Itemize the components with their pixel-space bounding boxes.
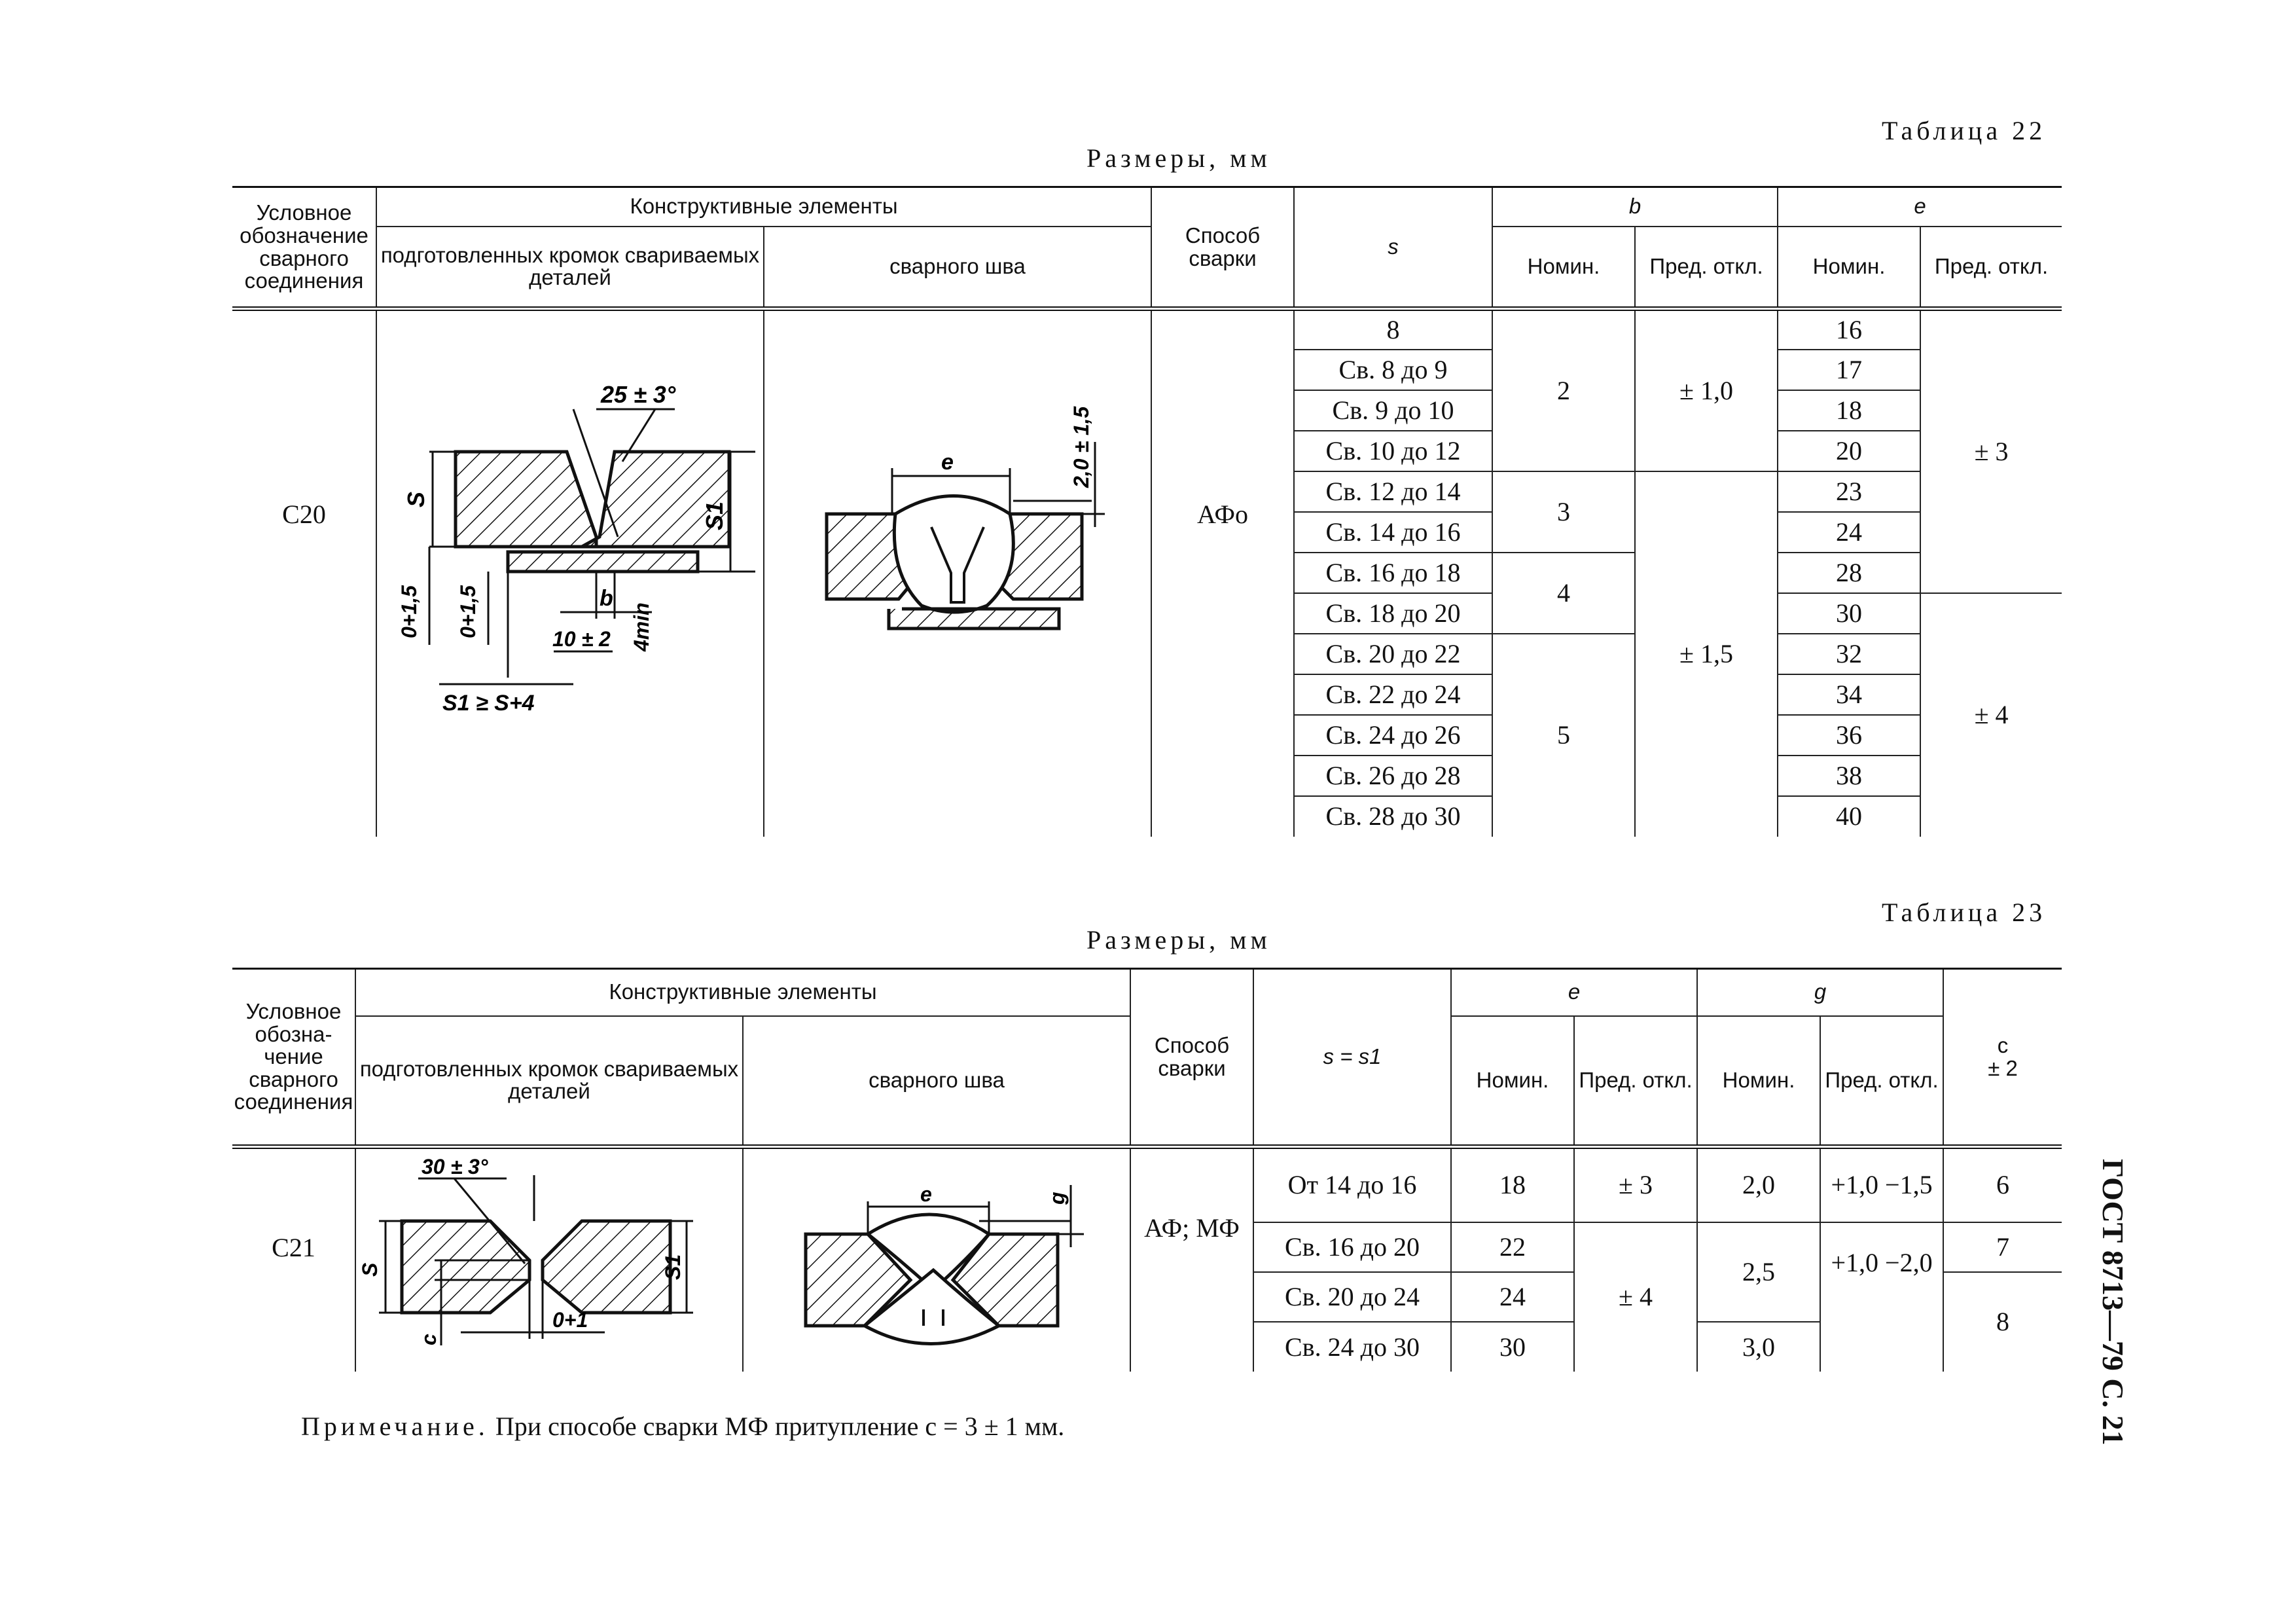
header-prepared: подготовленных кромок свариваемых деталей (376, 227, 764, 309)
e-nomin-12: 38 (1778, 756, 1920, 796)
table-23 (232, 968, 2062, 1372)
s23-row-4: Св. 24 до 30 (1253, 1322, 1451, 1372)
table23-sizes-label: Размеры, мм (1086, 925, 1271, 955)
e-tol-1: ± 3 (1920, 309, 2062, 593)
e-label: e (941, 450, 954, 475)
header-c-23 (1943, 969, 2062, 1147)
s-row-10: Св. 22 до 24 (1294, 674, 1492, 715)
g23-tol-1: +1,0 −1,5 (1820, 1147, 1943, 1222)
header-weld-23: сварного шва (743, 1016, 1130, 1147)
s23-row-2: Св. 16 до 20 (1253, 1222, 1451, 1272)
header-b-nomin: Номин. (1492, 227, 1635, 309)
s1-relation-label: S1 ≥ S+4 (442, 691, 535, 716)
designation-c21: С21 (232, 1147, 355, 1372)
drawing-prepared-edges (376, 309, 764, 837)
e-nomin-9: 32 (1778, 634, 1920, 674)
e-nomin-2: 17 (1778, 350, 1920, 390)
s23-row-3: Св. 20 до 24 (1253, 1272, 1451, 1322)
b-nomin-2: 2 (1492, 309, 1635, 471)
g-label-23: g (1045, 1192, 1069, 1205)
g23-nomin-1: 2,0 (1697, 1147, 1820, 1222)
table-22 (232, 186, 2062, 837)
gap-label-1: 0+1,5 (397, 585, 421, 638)
s23-row-1: От 14 до 16 (1253, 1147, 1451, 1222)
table22-caption: Таблица 22 (1882, 116, 2047, 145)
c23-row-2: 7 (1943, 1222, 2062, 1272)
s-row-8: Св. 18 до 20 (1294, 593, 1492, 634)
s-row-6: Св. 14 до 16 (1294, 512, 1492, 553)
note-text: При способе сварки МФ притупление c = 3 ± 1 мм. (495, 1412, 1065, 1441)
header-s: s (1294, 187, 1492, 309)
s-row-2: Св. 8 до 9 (1294, 350, 1492, 390)
drawing-weld (764, 309, 1151, 837)
weld-drawing (764, 311, 1149, 730)
b-nomin-5: 5 (1492, 634, 1635, 837)
e-tol-2: ± 4 (1920, 593, 2062, 837)
g23-nomin-2: 2,5 (1697, 1222, 1820, 1322)
c-label-23: c (417, 1334, 440, 1345)
header-e-nomin: Номин. (1778, 227, 1920, 309)
prepared-edges-drawing (377, 311, 762, 730)
b-tol-1: ± 1,0 (1635, 309, 1778, 471)
header-s-23: s = s1 (1253, 969, 1451, 1147)
header-c-tol: ± 2 (1988, 1055, 2018, 1080)
s-row-9: Св. 20 до 22 (1294, 634, 1492, 674)
s-row-5: Св. 12 до 14 (1294, 471, 1492, 512)
drawing-weld-23 (743, 1147, 1130, 1372)
header-g-tol-23: Пред. откл. (1820, 1016, 1943, 1147)
b-nomin-3: 3 (1492, 471, 1635, 553)
designation-c20: С20 (232, 309, 376, 837)
table22-sizes-label: Размеры, мм (1086, 143, 1271, 173)
s1-label-23: S1 (661, 1254, 685, 1280)
e-nomin-1: 16 (1778, 309, 1920, 350)
s-row-3: Св. 9 до 10 (1294, 390, 1492, 431)
g23-tol-2: +1,0 −2,0 (1820, 1222, 1943, 1372)
b-label: b (600, 586, 613, 611)
header-b: b (1492, 187, 1778, 227)
e-nomin-13: 40 (1778, 796, 1920, 837)
s-row-7: Св. 16 до 18 (1294, 553, 1492, 593)
header-e-tol-23: Пред. откл. (1574, 1016, 1697, 1147)
table23-caption: Таблица 23 (1882, 898, 2047, 927)
s1-label: S1 (701, 501, 728, 530)
angle-label: 25 ± 3° (601, 381, 676, 408)
note-prefix: Примечание. (301, 1412, 489, 1441)
e-nomin-10: 34 (1778, 674, 1920, 715)
e-label-23: e (920, 1182, 932, 1206)
header-e-23: e (1451, 969, 1697, 1016)
s-row-1: 8 (1294, 309, 1492, 350)
header-constructive-23: Конструктивные элементы (355, 969, 1130, 1016)
header-e-tol: Пред. откл. (1920, 227, 2062, 309)
method-afo: АФо (1151, 309, 1294, 837)
c23-row-3: 8 (1943, 1272, 2062, 1372)
e23-nomin-3: 24 (1451, 1272, 1574, 1322)
angle-label-23: 30 ± 3° (422, 1155, 488, 1178)
method-af-mf: АФ; МФ (1130, 1147, 1253, 1372)
e-nomin-11: 36 (1778, 715, 1920, 756)
header-e-nomin-23: Номин. (1451, 1016, 1574, 1147)
header-constructive: Конструктивные элементы (376, 187, 1151, 227)
e-nomin-3: 18 (1778, 390, 1920, 431)
header-designation-23: Условное обозна-чение сварного соединения (232, 969, 355, 1147)
g23-nomin-3: 3,0 (1697, 1322, 1820, 1372)
s-label-23: S (358, 1262, 382, 1277)
backing-width-label: 10 ± 2 (552, 627, 611, 651)
note (301, 1411, 1064, 1442)
b-tol-2: ± 1,5 (1635, 471, 1778, 837)
min-label: 4min (630, 602, 653, 651)
header-g-23: g (1697, 969, 1943, 1016)
e-nomin-4: 20 (1778, 431, 1920, 471)
gap-label-2: 0+1,5 (456, 585, 480, 638)
b-nomin-4: 4 (1492, 553, 1635, 634)
e23-tol-1: ± 3 (1574, 1147, 1697, 1222)
e-nomin-6: 24 (1778, 512, 1920, 553)
header-method-23: Способ сварки (1130, 969, 1253, 1147)
e-nomin-8: 30 (1778, 593, 1920, 634)
weld-drawing-23 (744, 1149, 1128, 1372)
drawing-prepared-edges-23 (355, 1147, 743, 1372)
e23-nomin-4: 30 (1451, 1322, 1574, 1372)
header-weld: сварного шва (764, 227, 1151, 309)
gap-label-23: 0+1 (552, 1308, 588, 1332)
header-g-nomin-23: Номин. (1697, 1016, 1820, 1147)
prepared-edges-drawing-23 (356, 1149, 741, 1372)
side-page-label: ГОСТ 8713—79 С. 21 (2096, 1159, 2130, 1446)
header-method: Способ сварки (1151, 187, 1294, 309)
e23-tol-2: ± 4 (1574, 1222, 1697, 1372)
reinforcement-label: 2,0 ± 1,5 (1069, 406, 1093, 488)
header-e: e (1778, 187, 2062, 227)
header-b-tol: Пред. откл. (1635, 227, 1778, 309)
s-row-4: Св. 10 до 12 (1294, 431, 1492, 471)
header-prepared-23: подготовленных кромок свариваемых деталей (355, 1016, 743, 1147)
s-row-12: Св. 26 до 28 (1294, 756, 1492, 796)
e23-nomin-1: 18 (1451, 1147, 1574, 1222)
e23-nomin-2: 22 (1451, 1222, 1574, 1272)
c23-row-1: 6 (1943, 1147, 2062, 1222)
header-c-label: c (1997, 1032, 2009, 1057)
s-row-11: Св. 24 до 26 (1294, 715, 1492, 756)
s-label: S (403, 491, 429, 507)
s-row-13: Св. 28 до 30 (1294, 796, 1492, 837)
e-nomin-7: 28 (1778, 553, 1920, 593)
header-designation: Условное обозначение сварного соединения (232, 187, 376, 309)
e-nomin-5: 23 (1778, 471, 1920, 512)
